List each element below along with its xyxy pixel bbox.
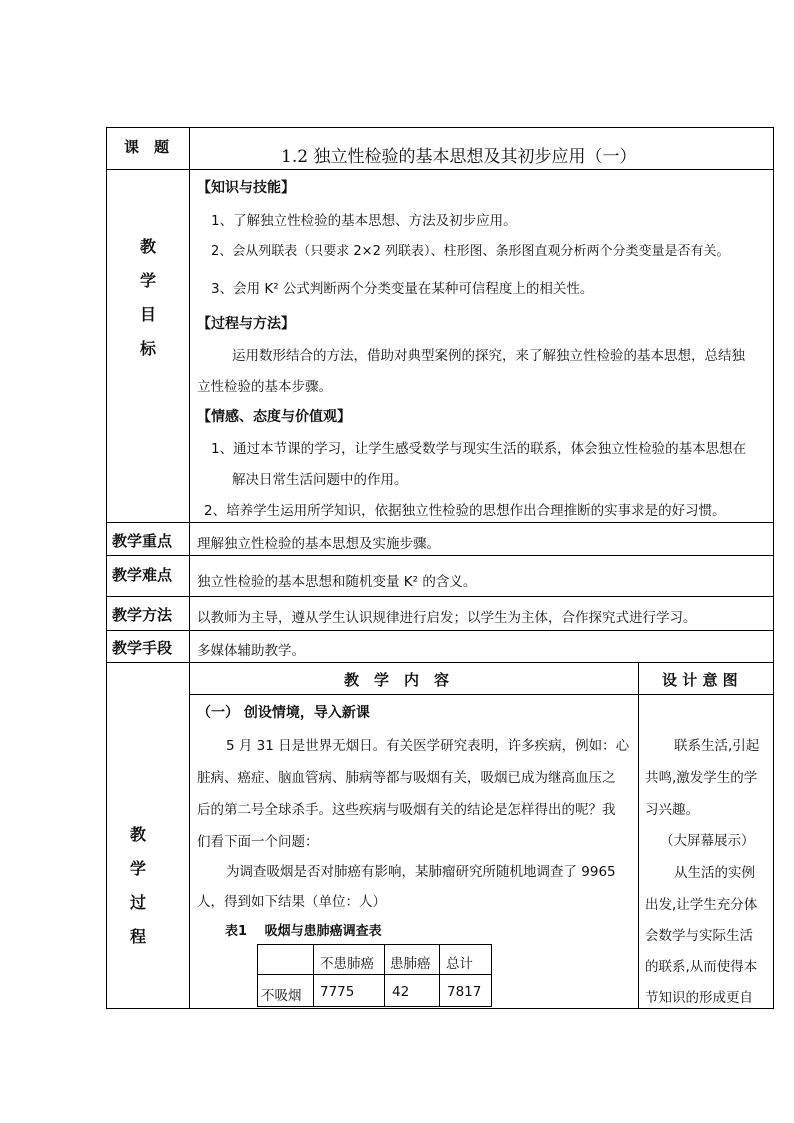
goals-label-char: 学 [139,271,156,290]
process-label [118,818,158,954]
process-label-char: 教 [129,825,146,844]
goals-label-char: 目 [139,305,156,324]
intent-line: 共鸣,激发学生的学 [645,770,758,786]
row-label-difficulty: 教学难点 [112,566,173,584]
table-rule [106,522,774,523]
table-rule [106,630,774,631]
row-text-method: 以教师为主导，遵从学生认识规律进行启发；以学生为主体，合作探究式进行学习。 [197,610,697,626]
section-heading: （一） 创设情境，导入新课 [197,705,370,721]
survey-table-rule [439,944,440,1007]
intent-line: 节知识的形成更自 [645,990,753,1006]
table-header-cell: 患肺癌 [390,956,431,972]
row-label-key-point: 教学重点 [112,532,173,550]
knowledge-item: 3、会用 K² 公式判断两个分类变量在某种可信程度上的相关性。 [211,281,594,297]
table-rule [106,169,774,170]
row-text-key-point: 理解独立性检验的基本思想及实施步骤。 [197,536,440,552]
goals-label-char: 标 [139,339,156,358]
table-border-right [773,127,774,1009]
content-line: 脏病、癌症、脑血管病、肺病等都与吸烟有关，吸烟已成为继高血压之 [197,770,616,786]
intent-line: 习兴趣。 [645,802,699,818]
goals-label [128,230,168,366]
process-label-char: 学 [129,859,146,878]
table-rule [106,555,774,556]
intent-header: 设 计 意 图 [662,671,738,689]
content-line: 人，得到如下结果（单位：人） [197,894,386,910]
table-cell: 不吸烟 [261,988,302,1004]
survey-table-rule [384,944,385,1007]
goals-label-char: 教 [139,237,156,256]
survey-table-rule [313,944,314,1007]
content-line: 为调查吸烟是否对肺癌有影响，某肺瘤研究所随机地调查了 9965 [226,864,616,880]
table-rule [190,694,774,695]
emotion-line: 解决日常生活问题中的作用。 [232,472,408,488]
process-label-char: 程 [129,927,146,946]
emotion-heading: 【情感、态度与价值观】 [197,409,351,425]
row-label-means: 教学手段 [112,639,173,657]
table-cell: 42 [392,984,410,1000]
row-label-method: 教学方法 [112,606,173,624]
content-line: 后的第二号全球杀手。这些疾病与吸烟有关的结论是怎样得出的呢？我 [197,802,616,818]
survey-table-rule [257,944,492,945]
knowledge-heading: 【知识与技能】 [197,180,295,196]
row-text-difficulty: 独立性检验的基本思想和随机变量 K² 的含义。 [197,574,477,590]
table-caption: 表1 吸烟与患肺癌调查表 [225,924,382,939]
process-line: 立性检验的基本步骤。 [197,379,332,395]
intent-line: （大屏幕展示） [660,833,755,849]
lesson-title: 1.2 独立性检验的基本思想及其初步应用（一） [281,147,637,167]
table-rule [106,662,774,663]
intent-line: 从生活的实例 [674,865,755,881]
intent-line: 的联系,从而使得本 [645,959,758,975]
process-heading: 【过程与方法】 [197,316,295,332]
table-rule [106,596,774,597]
content-header: 教 学 内 容 [344,671,450,689]
knowledge-item: 1、了解独立性检验的基本思想、方法及初步应用。 [211,213,517,229]
knowledge-item: 2、会从列联表（只要求 2×2 列联表）、柱形图、条形图直观分析两个分类变量是否有关。 [211,244,730,259]
content-line: 们看下面一个问题： [197,834,319,850]
table-cell: 7817 [447,984,482,1000]
process-line: 运用数形结合的方法，借助对典型案例的探究，来了解独立性检验的基本思想，总结独 [232,348,745,364]
table-cell: 7775 [320,984,355,1000]
table-border-left [106,127,107,1009]
survey-table-rule [257,944,258,1007]
header-label: 课 题 [124,138,170,156]
survey-table [257,944,492,1007]
emotion-line: 1、通过本节课的学习，让学生感受数学与现实生活的联系，体会独立性检验的基本思想在 [211,441,747,457]
table-header-cell: 不患肺癌 [320,956,374,972]
table-border-bottom [106,1008,774,1009]
process-label-char: 过 [129,893,146,912]
intent-line: 出发,让学生充分体 [645,897,758,913]
survey-table-rule [257,1006,492,1007]
table-rule [638,662,639,1009]
table-rule [189,127,190,1009]
row-text-means: 多媒体辅助教学。 [197,643,305,659]
survey-table-rule [257,974,492,975]
intent-line: 联系生活,引起 [674,738,760,754]
table-border-top [106,127,774,128]
survey-table-rule [491,944,492,1007]
content-line: 5 月 31 日是世界无烟日。有关医学研究表明，许多疾病，例如：心 [226,738,630,754]
table-header-cell: 总计 [446,956,473,972]
emotion-line: 2、培养学生运用所学知识，依据独立性检验的思想作出合理推断的实事求是的好习惯。 [204,503,726,519]
intent-line: 会数学与实际生活 [645,928,753,944]
